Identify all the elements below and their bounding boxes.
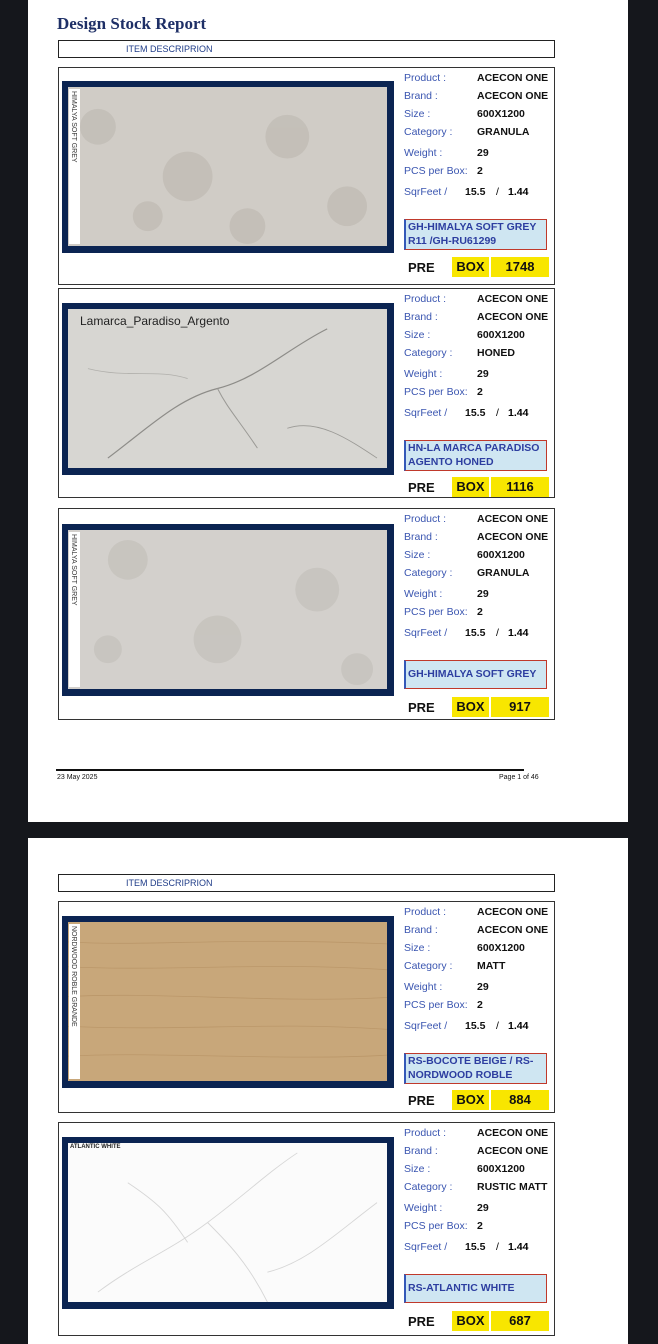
pcs-label: PCS per Box: (404, 606, 468, 618)
product-info (404, 906, 554, 1038)
footer-date: 23 May 2025 (57, 774, 98, 781)
size-label: Size : (404, 108, 431, 120)
stock-row (404, 1310, 551, 1332)
tile-side-label: NORDWOOD ROBLE GRANDE (70, 926, 77, 1027)
tile-side-label-box (69, 89, 80, 244)
tile-label: Lamarca_Paradiso_Argento (80, 314, 230, 328)
design-code (404, 1053, 547, 1084)
brand-label: Brand : (404, 531, 438, 543)
category-label: Category : (404, 1181, 453, 1193)
sqrmeter-value: 1.44 (508, 1020, 529, 1032)
category-label: Category : (404, 126, 453, 138)
pcs-label: PCS per Box: (404, 999, 468, 1011)
size-value: 600X1200 (477, 942, 525, 954)
sqr-slash: / (496, 1020, 499, 1032)
stock-quantity: 687 (491, 1311, 549, 1331)
pcs-value: 2 (477, 386, 483, 398)
weight-value: 29 (477, 368, 489, 380)
design-code-line-1: GH-HIMALYA SOFT GREY (408, 668, 537, 680)
sqr-slash: / (496, 407, 499, 419)
design-code (404, 219, 547, 250)
brand-label: Brand : (404, 90, 438, 102)
tile-label: ATLANTIC WHITE (70, 1144, 121, 1150)
weight-value: 29 (477, 981, 489, 993)
pcs-label: PCS per Box: (404, 386, 468, 398)
sqrfeet-label: SqrFeet / (404, 407, 448, 419)
report-page-1 (28, 0, 628, 822)
footer-rule (56, 769, 524, 771)
product-label: Product : (404, 72, 447, 84)
design-code-line-1: RS-BOCOTE BEIGE / RS- (408, 1055, 534, 1067)
category-value: MATT (477, 960, 506, 972)
tile-image-frame (62, 81, 394, 253)
design-code (404, 1274, 547, 1303)
weight-label: Weight : (404, 588, 443, 600)
item-description-header: ITEM DESCRIPRION (58, 874, 555, 892)
brand-label: Brand : (404, 1145, 438, 1157)
sqrmeter-value: 1.44 (508, 1241, 529, 1253)
design-code-line-1: HN-LA MARCA PARADISO (408, 442, 540, 454)
tile-image (68, 922, 387, 1081)
product-info (404, 513, 554, 645)
size-value: 600X1200 (477, 1163, 525, 1175)
pcs-value: 2 (477, 606, 483, 618)
category-value: RUSTIC MATT (477, 1181, 548, 1193)
stock-quantity: 884 (491, 1090, 549, 1110)
stock-row (404, 256, 551, 278)
weight-value: 29 (477, 1202, 489, 1214)
tile-image-frame (62, 524, 394, 696)
tile-image (68, 309, 387, 468)
product-label: Product : (404, 1127, 447, 1139)
weight-label: Weight : (404, 981, 443, 993)
size-label: Size : (404, 1163, 431, 1175)
tile-side-label: HIMALYA SOFT GREY (70, 91, 77, 163)
design-code (404, 440, 547, 471)
sqrfeet-value: 15.5 (465, 186, 486, 198)
stock-quantity: 917 (491, 697, 549, 717)
product-info (404, 1127, 554, 1259)
product-label: Product : (404, 513, 447, 525)
product-card[interactable] (58, 901, 555, 1113)
category-label: Category : (404, 567, 453, 579)
size-value: 600X1200 (477, 549, 525, 561)
box-label: BOX (452, 257, 489, 277)
pre-label: PRE (408, 480, 435, 495)
stock-row (404, 476, 551, 498)
sqrfeet-label: SqrFeet / (404, 186, 448, 198)
sqrfeet-label: SqrFeet / (404, 1241, 448, 1253)
footer-page-number: Page 1 of 46 (499, 774, 539, 781)
pre-label: PRE (408, 260, 435, 275)
product-value: ACECON ONE (477, 293, 549, 305)
box-label: BOX (452, 477, 489, 497)
product-card[interactable] (58, 1122, 555, 1336)
brand-value: ACECON ONE (477, 1145, 549, 1157)
sqrmeter-value: 1.44 (508, 627, 529, 639)
pcs-label: PCS per Box: (404, 165, 468, 177)
box-label: BOX (452, 697, 489, 717)
category-label: Category : (404, 347, 453, 359)
pre-label: PRE (408, 1314, 435, 1329)
tile-image (68, 1143, 387, 1302)
product-value: ACECON ONE (477, 1127, 549, 1139)
brand-value: ACECON ONE (477, 924, 549, 936)
brand-label: Brand : (404, 924, 438, 936)
pre-label: PRE (408, 700, 435, 715)
design-code-line-1: GH-HIMALYA SOFT GREY (408, 221, 537, 233)
pcs-value: 2 (477, 165, 483, 177)
stock-row (404, 696, 551, 718)
product-info (404, 72, 554, 204)
brand-value: ACECON ONE (477, 531, 549, 543)
tile-side-label: HIMALYA SOFT GREY (70, 534, 77, 606)
sqr-slash: / (496, 186, 499, 198)
sqrfeet-value: 15.5 (465, 407, 486, 419)
tile-image (68, 87, 387, 246)
sqr-slash: / (496, 1241, 499, 1253)
product-card[interactable] (58, 508, 555, 720)
weight-label: Weight : (404, 368, 443, 380)
weight-label: Weight : (404, 1202, 443, 1214)
tile-image-frame (62, 303, 394, 475)
weight-label: Weight : (404, 147, 443, 159)
stock-row (404, 1089, 551, 1111)
product-card[interactable] (58, 67, 555, 285)
pcs-label: PCS per Box: (404, 1220, 468, 1232)
product-info (404, 293, 554, 425)
design-code-line-2: R11 /GH-RU61299 (408, 235, 497, 247)
sqrfeet-value: 15.5 (465, 1241, 486, 1253)
pre-label: PRE (408, 1093, 435, 1108)
tile-side-label-box (69, 532, 80, 687)
product-card[interactable] (58, 288, 555, 498)
product-label: Product : (404, 906, 447, 918)
product-label: Product : (404, 293, 447, 305)
product-value: ACECON ONE (477, 513, 549, 525)
weight-value: 29 (477, 147, 489, 159)
design-code-line-2: NORDWOOD ROBLE (408, 1069, 513, 1081)
brand-value: ACECON ONE (477, 311, 549, 323)
tile-side-label-box (69, 924, 80, 1079)
product-value: ACECON ONE (477, 72, 549, 84)
tile-image-frame (62, 1137, 394, 1309)
report-page-2 (28, 838, 628, 1344)
size-label: Size : (404, 942, 431, 954)
size-value: 600X1200 (477, 329, 525, 341)
tile-image (68, 530, 387, 689)
category-value: HONED (477, 347, 515, 359)
size-value: 600X1200 (477, 108, 525, 120)
category-label: Category : (404, 960, 453, 972)
report-title: Design Stock Report (57, 14, 207, 33)
stock-quantity: 1748 (491, 257, 549, 277)
item-description-header: ITEM DESCRIPRION (58, 40, 555, 58)
brand-label: Brand : (404, 311, 438, 323)
category-value: GRANULA (477, 567, 530, 579)
stock-quantity: 1116 (491, 477, 549, 497)
tile-image-frame (62, 916, 394, 1088)
size-label: Size : (404, 329, 431, 341)
category-value: GRANULA (477, 126, 530, 138)
design-code (404, 660, 547, 689)
sqrfeet-value: 15.5 (465, 627, 486, 639)
sqrfeet-label: SqrFeet / (404, 627, 448, 639)
sqrfeet-value: 15.5 (465, 1020, 486, 1032)
brand-value: ACECON ONE (477, 90, 549, 102)
sqrfeet-label: SqrFeet / (404, 1020, 448, 1032)
sqrmeter-value: 1.44 (508, 186, 529, 198)
pcs-value: 2 (477, 1220, 483, 1232)
product-value: ACECON ONE (477, 906, 549, 918)
weight-value: 29 (477, 588, 489, 600)
size-label: Size : (404, 549, 431, 561)
sqrmeter-value: 1.44 (508, 407, 529, 419)
box-label: BOX (452, 1090, 489, 1110)
sqr-slash: / (496, 627, 499, 639)
design-code-line-2: AGENTO HONED (408, 456, 494, 468)
box-label: BOX (452, 1311, 489, 1331)
pcs-value: 2 (477, 999, 483, 1011)
design-code-line-1: RS-ATLANTIC WHITE (408, 1282, 515, 1294)
